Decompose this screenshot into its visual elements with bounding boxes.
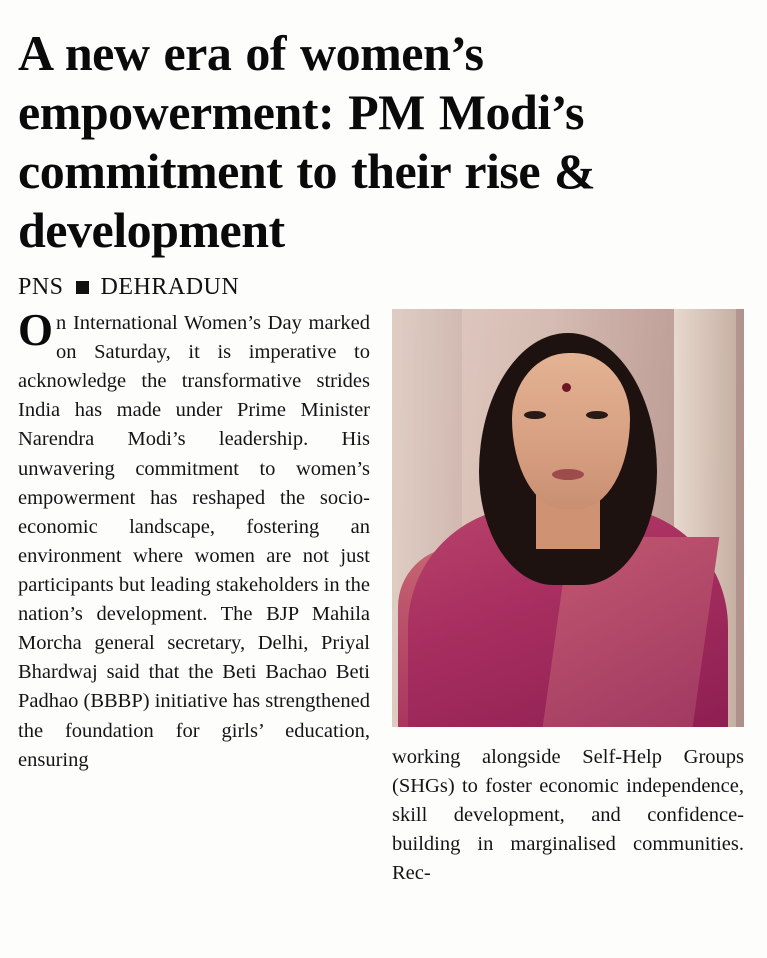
column-right bbox=[392, 309, 744, 889]
photo-eye-right bbox=[586, 411, 608, 419]
photo-lips bbox=[552, 469, 584, 480]
column-left bbox=[18, 305, 370, 775]
body-paragraph-left-text: n International Women’s Day marked on Saturday, it is imperative to acknowledge the transformative strides India has made under Prime Minister Narendra Modi’s leadership. His unwavering commitment to women’s empowerment has reshaped the socio-economic landscape, fostering an environment where women are not just participants but leading stakeholders in the nation’s development. The BJP Mahila Morcha general secretary, Delhi, Priyal Bhardwaj said that the Beti Bachao Beti Padhao (BBBP) initiative has strengthened the foundation for girls’ education, ensuring bbox=[18, 312, 370, 771]
photo-bindi bbox=[562, 383, 571, 392]
byline-location: DEHRADUN bbox=[100, 274, 240, 300]
woman-portrait-photo bbox=[392, 309, 744, 727]
byline-source: PNS bbox=[18, 274, 64, 300]
page-title: A new era of women’s empowerment: PM Modi’s commitment to their rise & development bbox=[18, 25, 596, 258]
body-paragraph-right: working alongside Self-Help Groups (SHGs) to foster economic independence, skill development, and confidence-building in marginalised communities. Rec- bbox=[392, 746, 744, 885]
photo-eye-left bbox=[524, 411, 546, 419]
body-paragraph-left bbox=[18, 305, 370, 775]
article-columns bbox=[18, 305, 749, 889]
drop-cap: O bbox=[18, 305, 54, 355]
byline bbox=[18, 274, 749, 301]
square-bullet-icon bbox=[76, 281, 89, 294]
photo-face bbox=[512, 353, 630, 509]
